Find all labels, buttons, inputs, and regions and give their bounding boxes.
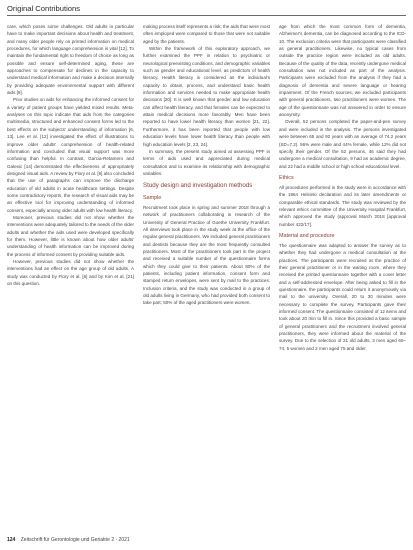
page-footer	[7, 537, 130, 543]
page-number: 124	[7, 537, 16, 543]
paragraph: The questionnaire was adapted to answer the survey as to whether they had undergone a medical consultation at the practices. The participants were recruited at the practice of their general practitioner or in the waiting room, where they received the printed questionnaire together with a cover letter and a self-addressed envelope. After being asked to fill in the questionnaire, the participants could return it anonymously via mail to the university. Overall, 20 to 30 minutes were necessary to complete the survey. Participants gave their informed consent. The questionnaire consisted of 12 items and took about 20 min to fill in. Since this provided a basic sample of general practitioners and the recruitment involved general practitioners, they were informed about the material of the survey. Due to the selection of 21 old adults, 3 men aged 65–74, 5 women and 2 men aged 75 and older.	[279, 242, 406, 351]
section-heading-study-design: Study design and investigation methods	[143, 182, 253, 190]
paragraph: making process itself represents a risk; the aids that were most often employed were compared to those that were not suitable aged by the patients.	[143, 24, 270, 44]
header-divider	[7, 15, 406, 16]
paragraph: In summary, the present study aimed at assessing PPF in terms of aids used and appreciated during medical consultation and to examine its relationship with demographic variables.	[143, 148, 270, 176]
subsection-heading-material: Material and procedure	[279, 232, 335, 239]
journal-citation: Zeitschrift für Gerontologie und Geriatrie 2 · 2021	[20, 537, 130, 543]
paragraph: However, previous studies did not show whether the interventions had an effect on the age group of old adults. A study was conducted by Flory et al. [6] and by Kim et al. [21] on this question.	[7, 259, 134, 287]
column-3	[279, 23, 406, 528]
paragraph: All procedures performed in the study were in accordance with the 1964 Helsinki declaration and its later amendments or comparable ethical standards. The study was reviewed by the relevant ethics committee of the University Hospital Frankfurt, which approved the study (approval March 2018 [approval number 422/17].	[279, 184, 406, 227]
subsection-heading-sample: Sample	[143, 194, 162, 201]
paragraph: Prior studies on aids for enhancing the informed consent for a variety of patient groups have yielded mixed results. Meta-analyses on this topic indicate that aids from the categories multimedia, structured and enhanced consent forms led to the best effects on the subjects' understanding of information [6, 13]. Lee et al. [12] investigated the effect of illustrations to improve older adults' comprehension of health-related information and concluded that visual support was more confusing than helpful. In contrast, Garcia-Retamero and Galesic [14] demonstrated the effectiveness of appropriately designed visual aids. A review by Flory et al. [6] also concluded that the use of paragraphs can improve the discharge education of old adults in acute healthcare settings. Despite some contradictory reports, the research of visual aids may be an effective tool for improving understanding of informed consent, especially among older adults with low health literacy.	[7, 97, 134, 213]
paragraph: Recruitment took place in spring and summer 2018 through a network of practitioners collaborating in research of the University of General Practice of Goethe University Frankfurt. All interviews took place in the study week at the office of the regular general practitioners. We included general practitioners and dentists because they are the most frequently consulted practitioners. Most of the practitioners took part in the project and received a suitable number of the questionnaire forms which they could give to their patients. About 80% of the patients, including patient information, consent form and stamped return envelopes, were sent by mail to the practices. Inclusion criteria, and the study was conducted in a group of old adults living in Germany, who had provided both consent to take part; 50% of the aged practitioners were women.	[143, 204, 270, 306]
subsection-heading-ethics: Ethics	[279, 174, 294, 181]
paragraph: Overall, 52 persons completed the paper-and-pen survey and were included in the analysis. The persons investigated were between 65 and 92 years with an average of 74.2 years (SD=7.2). 56% were male and 44% female, while 12% did not specify their gender. Of the 52 persons, 46 said they had undergone a medical consultation, 9 had an academic degree, and 22 had a middle school or high school educational level.	[279, 119, 406, 169]
paragraph: Moreover, previous studies did not show whether the interventions were adequately tailored to the needs of the older adults and whether the aids used were developed specifically for them. However, little is known about how older adults' understanding of health information can be improved during the process of informed consent by providing suitable aids.	[7, 214, 134, 257]
article-body	[7, 23, 406, 528]
section-header: Original Contributions	[7, 4, 81, 13]
paragraph: care, which poses some challenges. Old adults in particular have to make important decisions about health and treatment, and many older people rely on printed information on medical procedures, for which language comprehension is vital [12]. To maintain the fundamental right to freedom of choice as long as possible and ensure self-determined aging, these are approaches to compensate for declines in the capacity to understand medical information and make a decision internally by providing adequate environmental support with different aids [9].	[7, 24, 134, 96]
paragraph: Within the framework of this exploratory approach, we further examined the PPF in relation to psychiatric or neurological preexisting conditions, and demographic variables such as gender and educational level, as predictors of health literacy. Health literacy is considered as the individual's capacity to obtain, process, and understand basic health information and services needed to make appropriate health decisions [20]. It is well known that gender and low education can affect health literacy, and that females can be expected to attain medical decisions more favorably. Men have been reported to have lower health literacy than women [21, 22]. Furthermore, it has been reported that people with low education levels have lower health literacy than people with high education levels [2, 23, 24].	[143, 46, 270, 147]
column-2	[143, 23, 270, 528]
paragraph: age from which the most common form of dementia, Alzheimer's dementia, can be diagnosed according to the ICD-10. The exclusion criteria were that participants were classified as general practitioners. Likewise, no typical cases from outside the practice region were included as old adults. Because of the quality of the data, recently undergone medical consultation was not included as part of the analysis. Participants were excluded from the analysis if they had a diagnosis of dementia and severe language or hearing impairment. Of the French sources, we excluded participants with general practitioners, two practitioners were women. The age of the questionnaire was not answered in order to ensure anonymity.	[279, 24, 406, 118]
column-1	[7, 23, 134, 528]
